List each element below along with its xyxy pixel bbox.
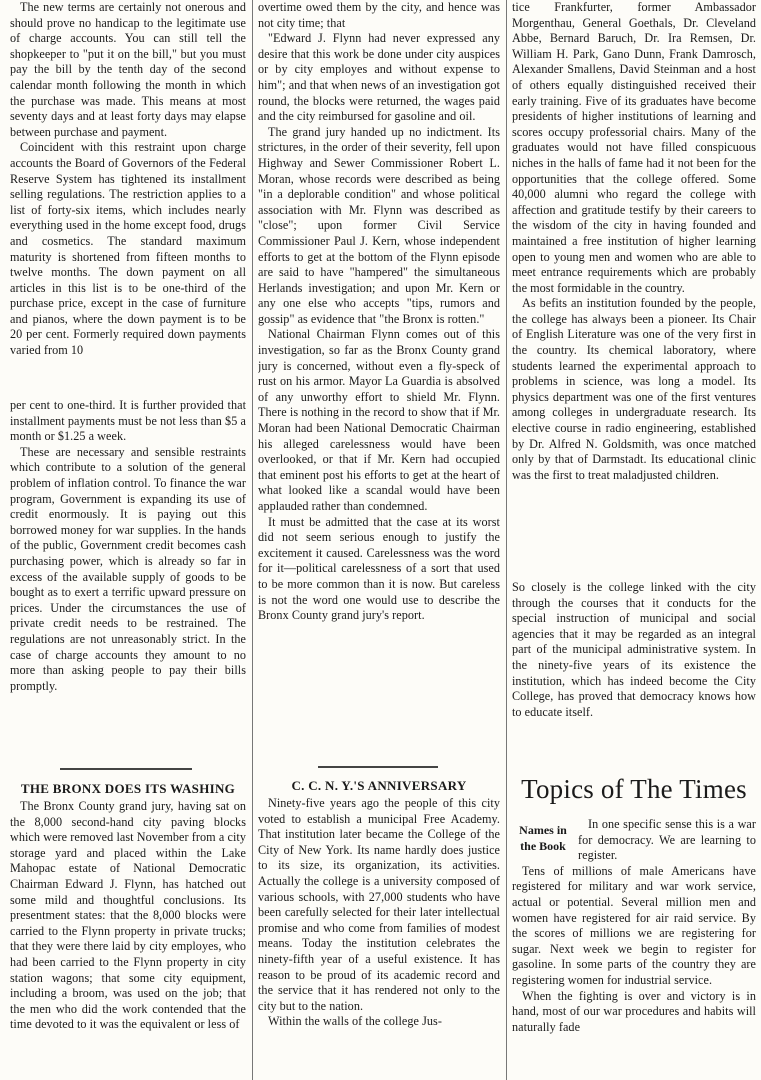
ccny-heading: C. C. N. Y.'S ANNIVERSARY: [291, 778, 467, 793]
paragraph: When the fighting is over and victory is in hand, most of our war procedures and habits will naturally fade: [512, 988, 756, 1034]
charge-accounts-article-part2: [10, 398, 246, 762]
charge-accounts-article-part1: [10, 0, 246, 398]
paragraph: Ninety-five years ago the people of this city voted to establish a municipal Free Academy. That institution later became the College of the City of New York. Its name hardly does justice to its size, its organization, its activities. Actually the college is a university composed of various schools, with 27,000 students who have been carefully selected for their later intellectual promise and who come from families of modest means. Today the institution celebrates the ninety-fifth year of a useful existence. It has reason to be proud of its academic record and the service that it has rendered not only to the city but to the nation.: [258, 796, 500, 1013]
paragraph: Within the walls of the college Jus-: [268, 1014, 442, 1029]
bronx-heading: THE BRONX DOES ITS WASHING: [20, 781, 236, 796]
paragraph: In one specific sense this is a war for democracy. We are learning to register.: [578, 817, 756, 863]
section-divider: [60, 768, 192, 770]
paragraph: Tens of millions of male Americans have registered for military and war work service, actual or potential. Several million men and women have registered for air raid service. By the scores of millions we are registering for sugar. Next week we begin to register for gasoline. In some parts of the country they are registering women for industrial service.: [512, 863, 756, 987]
ccny-article-conclusion: [512, 580, 756, 760]
paragraph: The grand jury handed up no indictment. Its strictures, in the order of their severity, fell upon Highway and Sewer Commissioner Robert L. Moran, whose records were described as being "in a deplorable condition" and whose political association with Mr. Flynn was described as "close"; upon former Civil Service Commissioner Paul J. Kern, whose independent efforts to get at the bottom of the Flynn episode are said to have "hampered" the simultaneous Herlands investigation; and upon Mr. Kern or any one else who accepts "tips, rumors and gossip" as evidence that "the Bronx is rotten.": [258, 124, 500, 326]
bronx-article: [10, 781, 246, 1080]
paragraph: National Chairman Flynn comes out of this investigation, so far as the Bronx County grand jury is concerned, without even a fly-speck of rust on his armor. Mayor La Guardia is absolved of any unworthy effort to shield Mr. Flynn. There is nothing in the record to show that if Mr. Moran had been National Democratic Chairman his alleged carelessness would have been overlooked, or that if Mr. Kern had occupied that eminent post his efforts to get at the heart of what looked like a scandal would have been applauded rather than condemned.: [258, 327, 500, 513]
paragraph: So closely is the college linked with the city through the courses that it conducts for the special instruction of municipal and social agencies that it may be regarded as an integral part of the municipal administrative system. In the ninety-five years of its existence the institution, which has indeed become the City College, has proved that democracy knows how to educate itself.: [512, 580, 756, 719]
section-divider: [318, 766, 438, 768]
ccny-article: [258, 778, 500, 1080]
column-rule: [506, 0, 507, 1080]
paragraph: Coincident with this restraint upon charge accounts the Board of Governors of the Federal Reserve System has tightened its installment selling regulations. The restriction applies to a list of forty-six items, which includes nearly everything used in the home except food, drugs and cosmetics. The standard maximum maturity is shortened from fifteen months to twelve months. The down payment on all articles in this list is to be one-third of the purchase price, except in the case of furniture and pianos, where the down payment is to be 20 per cent. Formerly required down payments varied from 10: [10, 140, 246, 358]
paragraph: overtime owed them by the city, and hence was not city time; that: [258, 0, 500, 30]
paragraph: These are necessary and sensible restraints which contribute to a solution of the general problem of inflation control. To finance the war program, Government is expanding its use of credit enormously. It is paying out this borrowed money for war supplies. In the hands of the public, Government credit becomes cash purchasing power, which is already so far in excess of the available supply of goods to be bought as to exert a terrific upward pressure on prices. Under the circumstances the use of private credit needs to be restrained. The regulations are not unreasonably strict. In the case of charge accounts they amount to no more than asking people to pay their bills promptly.: [10, 444, 246, 693]
paragraph: As befits an institution founded by the people, the college has always been a pioneer. Its Chair of English Literature was one of the very first in the country. Its chemical laboratory, where students learned the experimental approach to problems in science, was long a model. Its physics department was one of the first ventures among colleges in undergraduate research. Its elective course in radio engineering, established by Dr. Alfred N. Goldsmith, was once matched only by that of Darmstadt. Its educational clinic was the first to treat maladjusted children.: [512, 296, 756, 482]
paragraph: per cent to one-third. It is further provided that installment payments must be not less than $5 a month or $1.25 a week.: [10, 398, 246, 444]
column-rule: [252, 0, 253, 1080]
bronx-article-continued: [258, 0, 500, 760]
paragraph: It must be admitted that the case at its worst did not seem serious enough to justify the excitement it caused. Carelessness was the word for it—political carelessness of a sort that used to be more common than it is now. But careless is not the word one would use to describe the Bronx County grand jury's report.: [258, 514, 500, 623]
paragraph: The Bronx County grand jury, having sat on the 8,000 second-hand city paving blocks which were removed last November from a city storage yard and placed within the Lake Mahopac estate of National Democratic Chairman Edward J. Flynn, has hatched out some mild and thoughtful conclusions. Its presentment states: that the 8,000 blocks were carried to the Flynn property in private trucks; that they were there laid by city employes, who had been carried to the Flynn property in city station wagons; that some city equipment, including a broom, was used on the job; that the men who did the work contended that the time devoted to it was the equivalent or less of: [10, 799, 246, 1032]
topics-of-the-times: [512, 770, 756, 1080]
ccny-article-continued: [512, 0, 756, 580]
paragraph: "Edward J. Flynn had never expressed any desire that this work be done under city auspices or by city employes and without expense to him"; and that when news of an investigation got round, the blocks were returned, the wages paid and the city reimbursed for gasoline and oil.: [258, 31, 500, 124]
side-label: Names in the Book: [519, 823, 567, 853]
paragraph: The new terms are certainly not onerous and should prove no handicap to the legitimate use of charge accounts. You can still tell the shopkeeper to "put it on the bill," but you must pay the bill by the tenth day of the second calendar month following the month in which the purchase was made. This means at most seventy days and at least forty days may elapse between purchase and payment.: [10, 0, 246, 139]
topics-title: Topics of The Times: [521, 774, 747, 804]
paragraph: tice Frankfurter, former Ambassador Morgenthau, General Goethals, Dr. Cleveland Abbe, Bernard Baruch, Dr. Ira Remsen, Dr. William H. Park, Gano Dunn, Frank Damrosch, Alexander Smallens, David Steinman and a host of others equally distinguished received their early training. Five of its graduates have become presidents of higher institutions of learning and scores occupy professorial chairs. Many of the graduates would not have filled conspicuous niches in the halls of fame had it not been for the opportunities that the college offered. Some 40,000 alumni who regard the college with affection and gratitude testify by their careers to the wisdom of the city in having founded and maintained a free institution of higher learning open to young men and women who are able to meet entrance requirements which are probably the most formidable in the country.: [512, 0, 756, 295]
